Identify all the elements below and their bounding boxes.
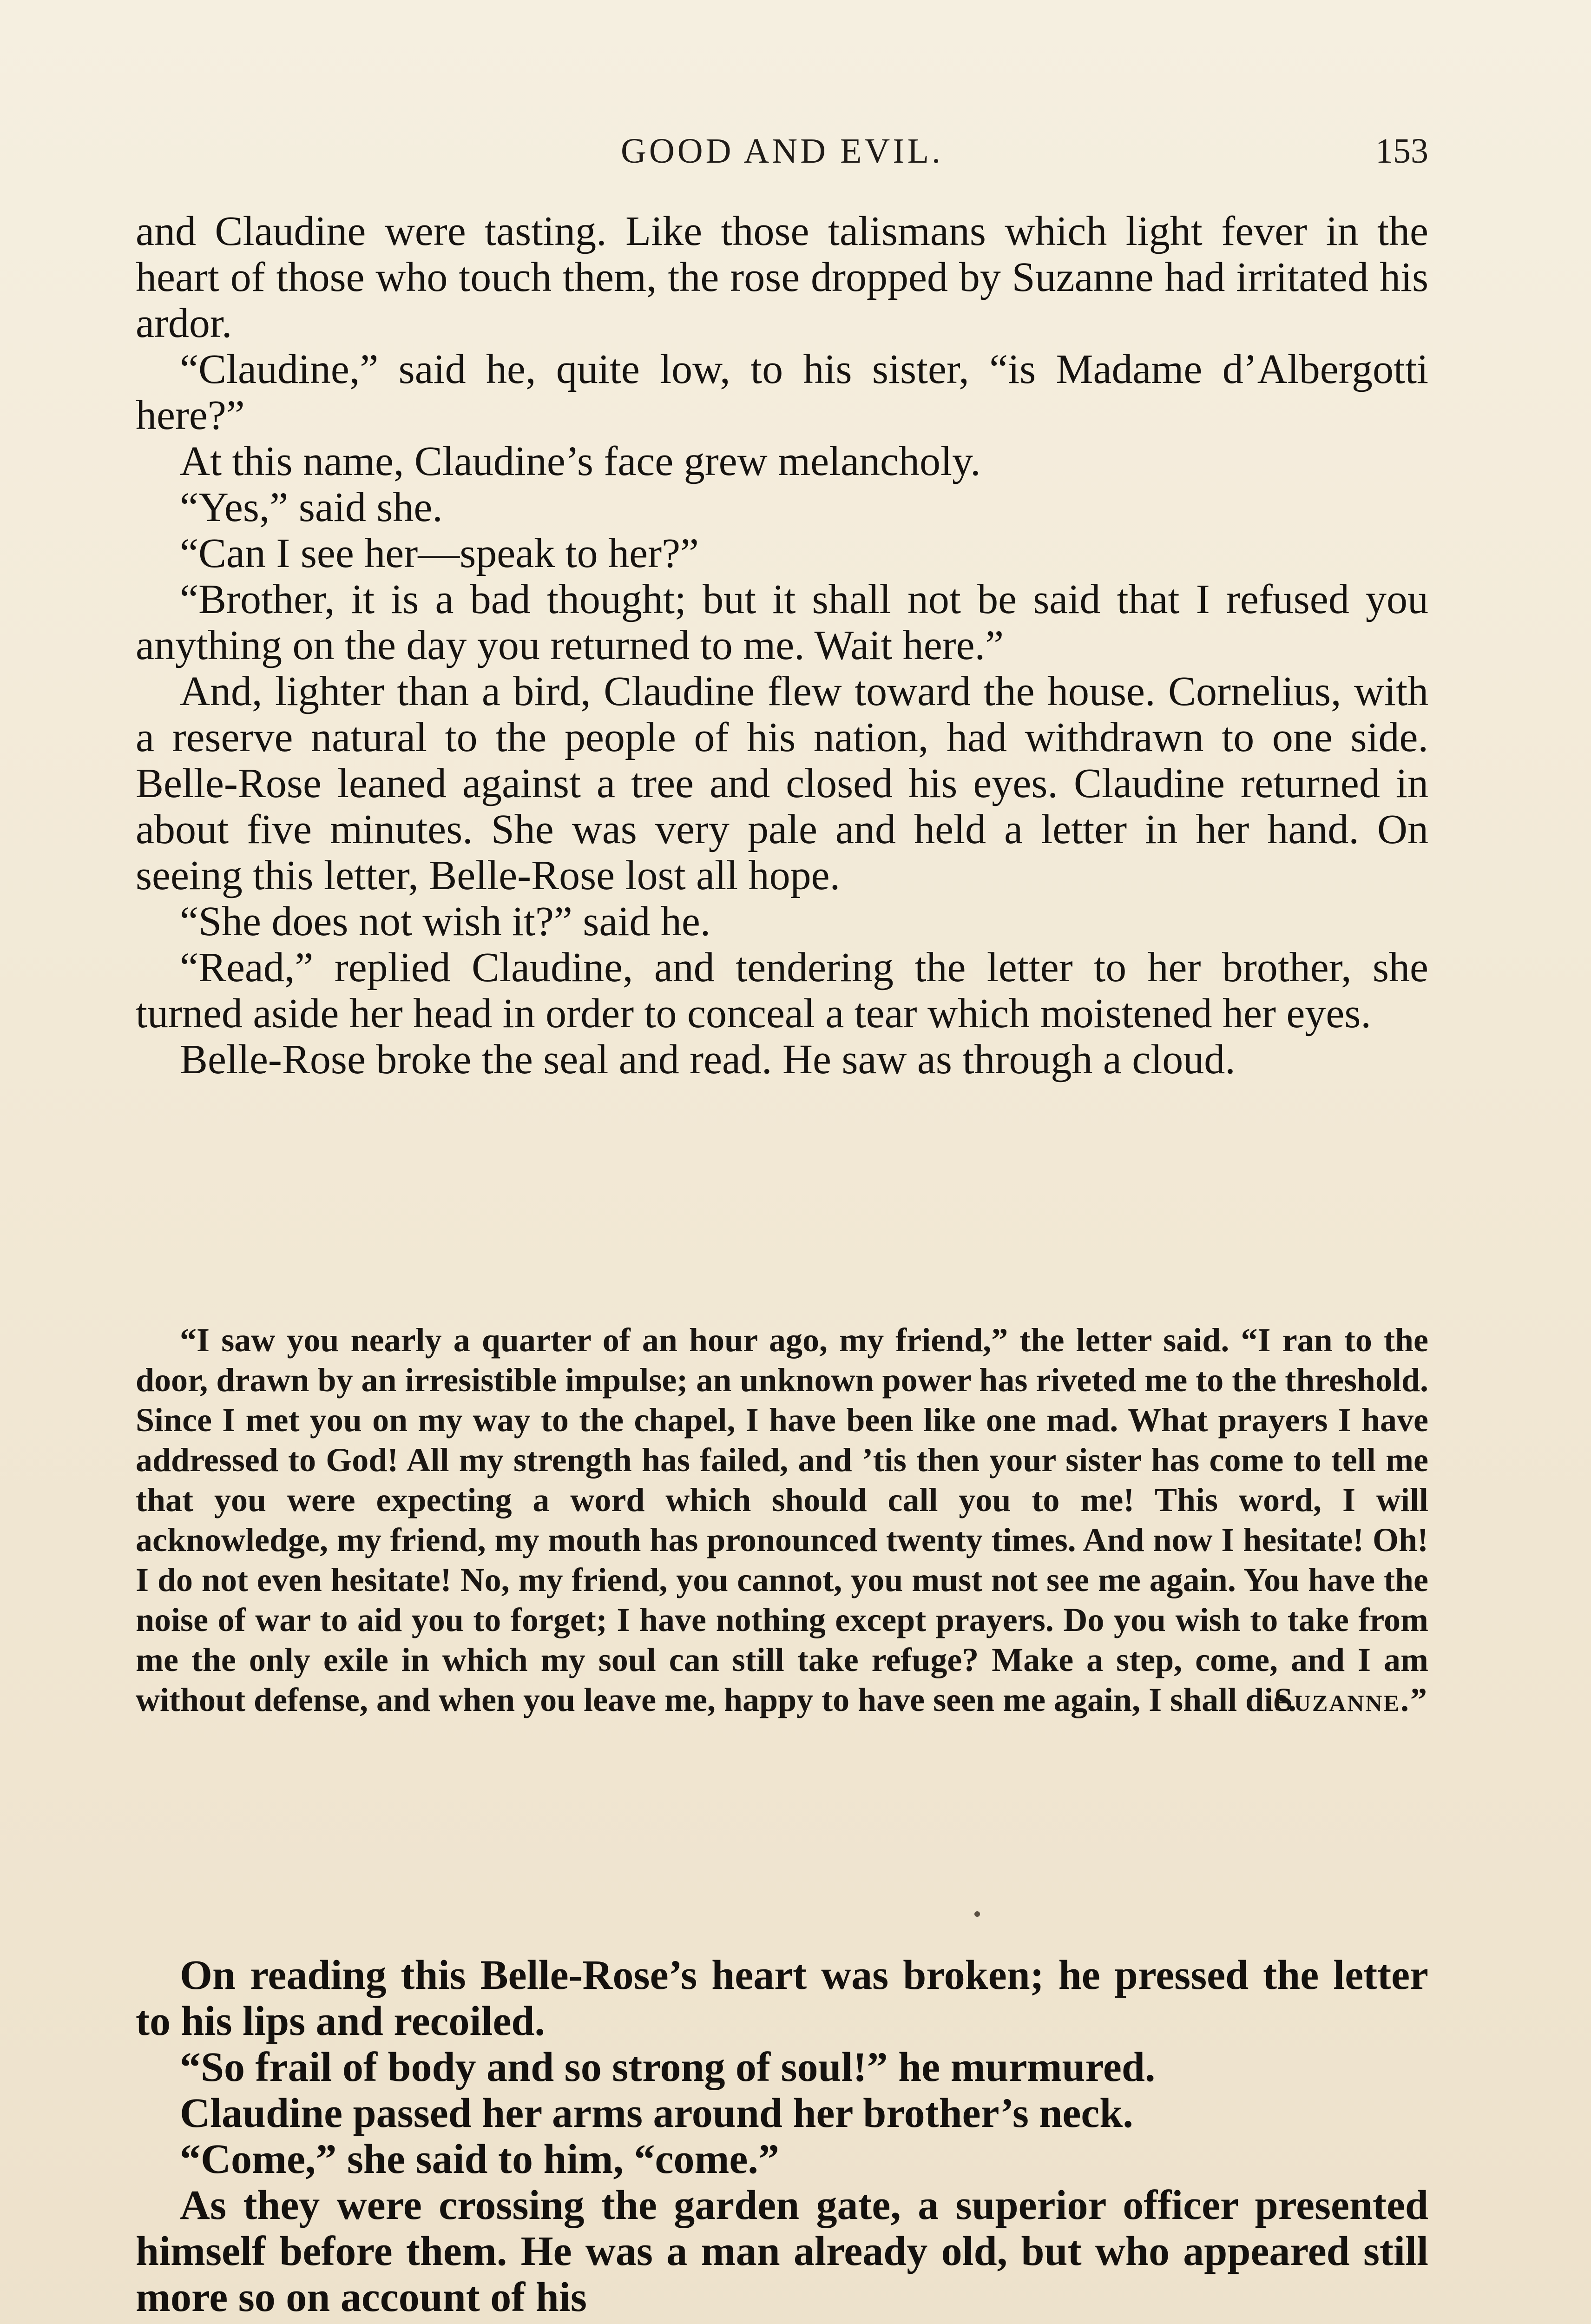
paragraph: “Read,” replied Claudine, and tendering the letter to her brother, she turned aside her head in order to conceal a tear which moistened her eyes. xyxy=(136,944,1428,1037)
letter-text: “I saw you nearly a quarter of an hour ago, my friend,” the letter said. “I ran to the door, drawn by an irresistible impulse; an unknown power has riveted me to the threshold. Since I met you on my way to the chapel, I have been like one mad. What prayers I have addressed to God! All my strength has failed, and ’tis then your sister has come to tell me that you were expecting a word which should call you to me! This word, I will acknowledge, my friend, my mouth has pronounced twenty times. And now I hesitate! Oh! I do not even hesitate! No, my friend, you cannot, you must not see me again. You have the noise of war to aid you to forget; I have nothing except prayers. Do you wish to take from me the only exile in which my soul can still take refuge? Make a step, come, and I am without defense, and when you leave me, happy to have seen me again, I shall die. xyxy=(136,1321,1428,1718)
paragraph: As they were crossing the garden gate, a superior officer presented himself before them. He was a man already old, but who appeared still more so on account of his xyxy=(136,2182,1428,2320)
paragraph: “Come,” she said to him, “come.” xyxy=(180,2136,779,2182)
body-text xyxy=(136,208,1428,1083)
paragraph: and Claudine were tasting. Like those talismans which light fever in the heart of those who touch them, the rose dropped by Suzanne had irritated his ardor. xyxy=(136,208,1428,346)
paragraph: “She does not wish it?” said he. xyxy=(180,898,711,944)
running-head: GOOD AND EVIL. xyxy=(620,132,944,171)
paragraph: “Can I see her—speak to her?” xyxy=(180,530,699,576)
paragraph: “Brother, it is a bad thought; but it shall not be said that I refused you anything on the day you returned to me. Wait here.” xyxy=(136,576,1428,668)
paragraph: “Yes,” said she. xyxy=(180,484,443,530)
page-number: 153 xyxy=(1375,132,1428,171)
paragraph: And, lighter than a bird, Claudine flew toward the house. Cornelius, with a reserve natural to the people of his nation, had withdrawn to one side. Belle-Rose leaned against a tree and closed his eyes. Claudine returned in about five minutes. She was very pale and held a letter in her hand. On seeing this letter, Belle-Rose lost all hope. xyxy=(136,668,1428,898)
paragraph: Claudine passed her arms around her brother’s neck. xyxy=(180,2090,1133,2136)
body-text-continued xyxy=(136,1952,1428,2320)
letter-signature: Suzanne.” xyxy=(1274,1681,1428,1718)
paragraph: Belle-Rose broke the seal and read. He saw as through a cloud. xyxy=(180,1037,1236,1083)
section-dot xyxy=(974,1911,980,1917)
paragraph: “So frail of body and so strong of soul!” he murmured. xyxy=(180,2044,1156,2090)
paragraph: “Claudine,” said he, quite low, to his sister, “is Madame d’Albergotti here?” xyxy=(136,346,1428,438)
letter-block xyxy=(136,1320,1428,1720)
page-header xyxy=(136,125,1428,177)
paragraph: On reading this Belle-Rose’s heart was broken; he pressed the letter to his lips and recoiled. xyxy=(136,1952,1428,2044)
paragraph: At this name, Claudine’s face grew melancholy. xyxy=(180,438,981,484)
